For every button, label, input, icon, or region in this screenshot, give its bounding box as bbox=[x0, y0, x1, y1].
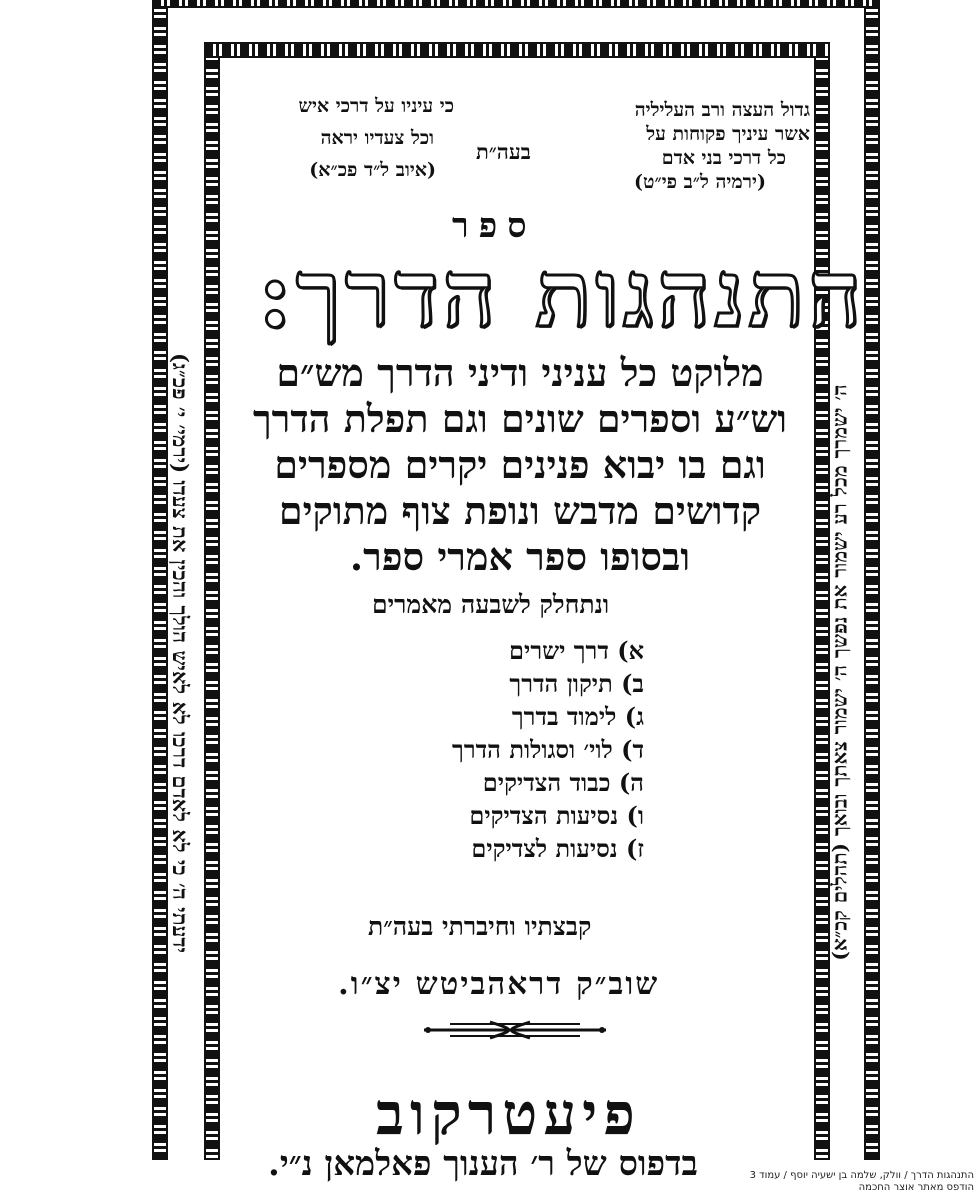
title-main: התנהגות הדרך: bbox=[258, 240, 866, 348]
sections-list bbox=[452, 634, 644, 865]
city: פיעטרקוב bbox=[376, 1080, 641, 1148]
section-item: ב) תיקון הדרך bbox=[509, 669, 644, 698]
footer-line-2: הודפס מאתר אוצר החכמה bbox=[858, 1182, 974, 1193]
description-line-1: מלוקט כל עניני ודיני הדרך מש״ם bbox=[276, 350, 764, 395]
author: שוב״ק דראהביטש יצ״ו. bbox=[338, 966, 660, 1002]
description-line-5: ובסופו ספר אמרי ספר. bbox=[349, 534, 691, 579]
header-right-line-4: (ירמיה ל״ב פי״ט) bbox=[634, 171, 766, 193]
header-left-line-3: (איוב ל״ד פכ״א) bbox=[309, 159, 436, 181]
description-line-2: וש״ע וספרים שונים וגם תפלת הדרך bbox=[253, 396, 787, 441]
compiled-by: קבצתיו וחיברתי בעה״ת bbox=[368, 912, 592, 941]
title-sefer: ספר bbox=[452, 206, 537, 246]
section-item: ה) כבוד הצדיקים bbox=[482, 768, 644, 797]
inner-border-left bbox=[204, 42, 220, 1160]
header-center-label: בעה״ת bbox=[476, 139, 531, 164]
divider-ornament bbox=[420, 1018, 610, 1042]
footer-line-1: התנהגות הדרך / וולק, שלמה בן ישעיה יוסף / עמוד 3 bbox=[749, 1170, 974, 1181]
header-right-line-3: כל דרכי בני אדם bbox=[661, 147, 786, 169]
header-right-line-1: גדול העצה ורב העליליה bbox=[634, 99, 810, 121]
header-left-line-2: וכל צעדיו יראה bbox=[320, 127, 434, 149]
outer-border-left bbox=[152, 0, 168, 1160]
description-line-3: וגם בו יבוא פנינים יקרים מספרים bbox=[274, 442, 766, 487]
sections-intro: ונתחלק לשבעה מאמרים bbox=[372, 590, 610, 619]
press-line: בדפוס של ר׳ הענוך פאלמאן נ״י. bbox=[268, 1144, 698, 1184]
section-item: א) דרך ישרים bbox=[509, 636, 644, 665]
header-left-verse bbox=[299, 94, 455, 182]
section-item: ו) נסיעות הצדיקים bbox=[469, 801, 644, 830]
outer-border-top bbox=[152, 0, 880, 8]
section-item: ז) נסיעות לצדיקים bbox=[471, 834, 644, 863]
description-line-4: קדושים מדבש ונופת צוף מתוקים bbox=[278, 488, 762, 533]
header-left-line-1: כי עיניו על דרכי איש bbox=[298, 95, 454, 117]
inner-border-top bbox=[204, 42, 830, 58]
header-right-line-2: אשר עיניך פקוחות על bbox=[646, 123, 810, 145]
side-right-verse: ה׳ ישמרך מכל רע ישמור את נפשך ה׳ ישמור צאתך ובואך (תהלים קכ״א) bbox=[827, 384, 852, 961]
description bbox=[240, 350, 800, 580]
side-left-verse: ידעתי ה׳ כי לא לאדם דרכו לא לאיש הולך והכין את צעדו (ירמי׳ י׳ פכ״ג) bbox=[168, 353, 193, 953]
section-item: ג) לימוד בדרך bbox=[511, 702, 644, 731]
outer-border-right bbox=[864, 0, 880, 1160]
section-item: ד) לוי׳ וסגולות הדרך bbox=[452, 735, 644, 764]
footer-note bbox=[750, 1170, 974, 1194]
header-right-verse bbox=[634, 98, 810, 194]
